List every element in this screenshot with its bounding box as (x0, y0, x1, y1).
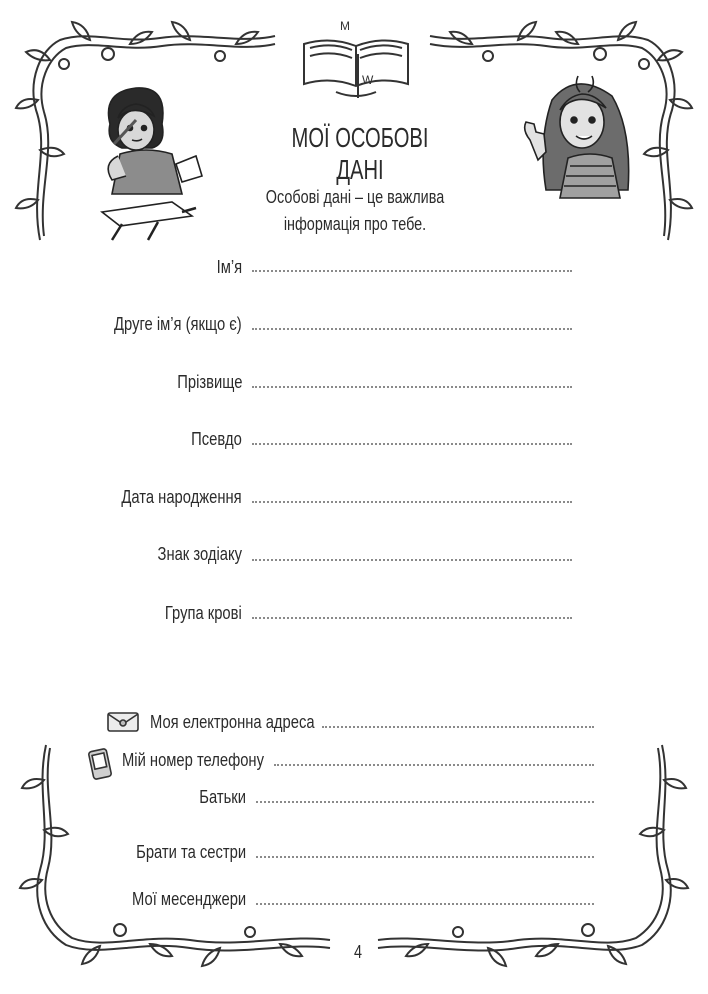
field-line-name[interactable] (252, 270, 572, 272)
contact-line-phone[interactable] (274, 764, 594, 766)
contact-line-messengers[interactable] (256, 903, 594, 905)
girl-thinking-illustration (92, 84, 222, 244)
contact-line-parents[interactable] (256, 801, 594, 803)
field-line-blood-type[interactable] (252, 617, 572, 619)
girl-waving-illustration (516, 70, 646, 220)
field-label-birth-date: Дата народження (121, 487, 242, 507)
phone-icon (88, 748, 112, 780)
field-line-birth-date[interactable] (252, 501, 572, 503)
field-line-nickname[interactable] (252, 443, 572, 445)
field-label-name: Ім’я (216, 257, 242, 277)
field-label-middle-name: Друге ім’я (якщо є) (114, 314, 242, 334)
page-number: 4 (353, 942, 362, 962)
field-label-surname: Прізвище (176, 372, 242, 392)
field-line-middle-name[interactable] (252, 328, 572, 330)
field-label-nickname: Псевдо (191, 429, 242, 449)
page-title: МОЇ ОСОБОВІ ДАНІ (291, 122, 429, 185)
contact-label-email: Моя електронна адреса (150, 712, 315, 732)
contact-label-messengers: Мої месенджери (131, 889, 246, 909)
page-subtitle (255, 184, 455, 238)
field-line-surname[interactable] (252, 386, 572, 388)
open-book-icon (296, 14, 416, 104)
book-letter-bottom: W (362, 73, 374, 87)
book-letter-top: M (340, 19, 350, 33)
contact-line-email[interactable] (322, 726, 594, 728)
field-line-zodiac[interactable] (252, 559, 572, 561)
envelope-icon (106, 711, 140, 733)
field-label-blood-type: Група крові (165, 603, 242, 623)
subtitle-line-2: інформація про тебе. (283, 214, 427, 234)
contact-line-siblings[interactable] (256, 856, 594, 858)
contact-label-siblings: Брати та сестри (136, 842, 246, 862)
subtitle-line-1: Особові дані – це важлива (265, 187, 445, 207)
field-label-zodiac: Знак зодіаку (157, 544, 242, 564)
contact-label-parents: Батьки (199, 787, 246, 807)
contact-label-phone: Мій номер телефону (122, 750, 264, 770)
